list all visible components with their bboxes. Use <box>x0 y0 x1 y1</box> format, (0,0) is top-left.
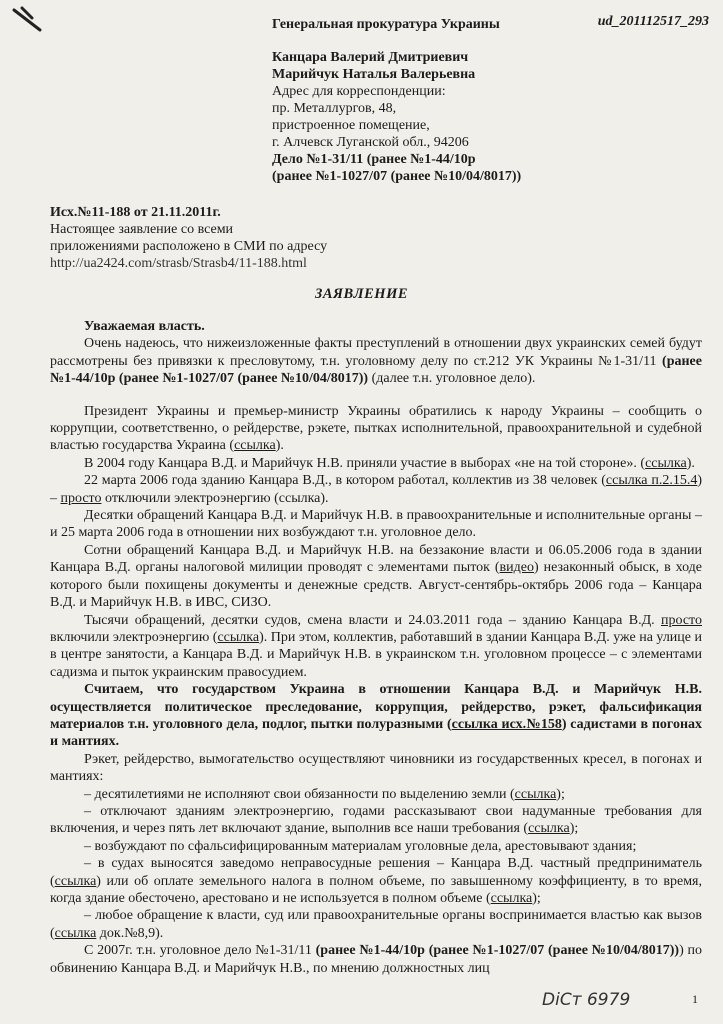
greeting: Уважаемая власть. <box>84 319 205 334</box>
paragraph-text: отключили электроэнергию (ссылка). <box>101 490 329 506</box>
case-number-line: (ранее №1-1027/07 (ранее №10/04/8017)) <box>272 169 522 184</box>
paragraph-text: ) садистами в погонах и мантиях. <box>50 716 703 750</box>
case-number-line: Дело №1-31/11 (ранее №1-44/10р <box>272 152 476 167</box>
paragraph <box>50 542 702 612</box>
sender-name-2: Марийчук Наталья Валерьевна <box>272 67 476 82</box>
paragraph-text: Считаем, что государством Украина в отношении Канцара В.Д. и Марийчук Н.В. осуществляется политическое преследование, коррупция, рейдерство, рэкет, фальсификация материалов т.н. уголовного дела, подлог, пытки полуразными ( <box>50 682 702 732</box>
case-reference: (ранее №1-44/10р (ранее №1-1027/07 (ранее №10/04/8017)) <box>50 353 702 387</box>
reference-link[interactable]: просто <box>661 612 702 628</box>
list-item <box>50 855 702 907</box>
list-item <box>50 803 702 838</box>
outgoing-reference <box>50 204 430 272</box>
paragraph-text: Тысячи обращений, десятки судов, смена власти и 24.03.2011 года – зданию Канцара В.Д. <box>84 612 661 628</box>
reference-link[interactable]: ссылка <box>490 891 533 906</box>
list-item <box>50 786 702 803</box>
paragraph <box>50 335 702 387</box>
paragraph-text: ) незаконный обыск, в ходе которого были похищены документы и денежные средств. Август-сентябрь-октябрь 2006 года – Канцара В.Д. и Марийчук Н.В. в ИВС, СИЗО. <box>50 560 703 611</box>
paragraph <box>50 455 702 472</box>
paragraph: Рэкет, рейдерство, вымогательство осуществляют чиновники из государственных кресел, в погонах и мантиях: <box>50 751 702 785</box>
paragraph-text: ) – <box>50 473 702 506</box>
list-item-text: – в судах выносятся заведомо неправосудные решения – Канцара В.Д. частный предприниматель ( <box>50 856 702 889</box>
paragraph <box>50 942 702 977</box>
paragraph-text: ). <box>275 438 284 454</box>
outgoing-note: Настоящее заявление со всеми <box>50 222 234 237</box>
paragraph <box>50 403 702 455</box>
list-item-text: ); <box>569 821 579 837</box>
list-item-text: док.№8,9). <box>96 925 164 941</box>
paragraph-text: ). <box>686 455 695 471</box>
paragraph-text: С 2007г. т.н. уголовное дело №1-31/11 <box>84 943 316 959</box>
list-item-text: – отключают зданиям электроэнергию, годами рассказывают свои надуманные требования для включения, и через пять лет включают здание, выполнив все наши требования ( <box>50 803 702 837</box>
address-line: г. Алчевск Луганской обл., 94206 <box>272 135 469 150</box>
statement-body <box>50 318 702 977</box>
list-item-text: – любое обращение к власти, суд или правоохранительные органы воспринимается властью как вызов ( <box>50 908 702 941</box>
paragraph-bold <box>50 681 702 751</box>
reference-link[interactable]: ссылка <box>514 786 557 802</box>
video-link[interactable]: видео <box>499 560 534 576</box>
reference-link[interactable]: ссылка п.2.15.4 <box>605 473 698 489</box>
address-label: Адрес для корреспонденции: <box>272 84 446 99</box>
reference-link[interactable]: ссылка <box>528 821 570 837</box>
reference-link[interactable]: ссылка <box>234 438 276 454</box>
list-item <box>50 907 702 942</box>
paragraph-text: ). При этом, коллектив, работавший в здании Канцара В.Д. уже на улице и в центре занятости, а Канцара В.Д. и Марийчук Н.В. в украинском т.н. уголовном процессе – с элементами садизма и пыток украинским правосудием. <box>50 629 702 680</box>
list-item-text: – десятилетиями не исполняют свои обязанности по выделению земли ( <box>84 786 515 802</box>
sender-name-1: Канцара Валерий Дмитриевич <box>272 50 469 65</box>
reference-link[interactable]: ссылка <box>54 873 97 889</box>
reference-link[interactable]: ссылка <box>54 925 97 941</box>
outgoing-note: приложениями расположено в СМИ по адресу <box>50 239 328 254</box>
paragraph-text: Сотни обращений Канцара В.Д. и Марийчук Н.В. на беззаконие власти и 06.05.2006 года в здании Канцара В.Д. органы налоговой милиции проводят с элементами пыток ( <box>50 542 702 576</box>
list-item-text: ) или об оплате земельного налога в полном объеме, по завышенному коэффициенту, в то время, когда здание обесточено, арестовано и не используется в полном объеме ( <box>50 873 702 906</box>
document-title: ЗАЯВЛЕНИЕ <box>314 286 409 302</box>
paragraph: Десятки обращений Канцара В.Д. и Марийчук Н.В. в правоохранительные и исполнительные органы – и 25 марта 2006 года в отношении них возбуждают т.н. уголовное дело. <box>50 508 702 541</box>
paragraph-text: ) по обвинению Канцара В.Д. и Марийчук Н.В., по мнению должностных лиц <box>50 943 702 976</box>
outgoing-number: Исх.№11-188 от 21.11.2011г. <box>50 205 221 220</box>
organization-name: Генеральная прокуратура Украины <box>272 17 500 32</box>
handwritten-mark-icon <box>10 4 44 34</box>
paragraph-text: Очень надеюсь, что нижеизложенные факты преступлений в отношении двух украинских семей будут рассмотрены без привязки к пресловутому, т.н. уголовному делу по ст.212 УК Украины №1-31/11 <box>50 336 702 369</box>
addressee-header <box>272 16 572 185</box>
list-item: – возбуждают по сфальсифицированным материалам уголовные дела, арестовывают здания; <box>84 838 637 854</box>
reference-link[interactable]: просто <box>60 490 102 506</box>
reference-link[interactable]: ссылка <box>645 455 687 471</box>
paragraph <box>50 612 702 682</box>
paragraph-text: включили электроэнергию ( <box>50 629 218 645</box>
address-line: пр. Металлургов, 48, <box>272 101 397 116</box>
list-item-text: ); <box>556 786 565 802</box>
paragraph-text: В 2004 году Канцара В.Д. и Марийчук Н.В. приняли участие в выборах «не на той стороне». ( <box>84 455 646 471</box>
address-line: пристроенное помещение, <box>272 118 430 133</box>
document-id: ud_201112517_293 <box>597 14 709 29</box>
paragraph-text: (далее т.н. уголовное дело). <box>368 371 536 387</box>
reference-link[interactable]: ссылка <box>217 629 260 645</box>
list-item-text: ); <box>532 891 541 906</box>
reference-link[interactable]: ссылка исх.№158 <box>451 716 562 732</box>
case-reference: (ранее №1-44/10р (ранее №1-1027/07 (ранее №10/04/8017)) <box>315 943 680 959</box>
page-number: 1 <box>692 992 698 1006</box>
handwritten-note: DiCт 6979 <box>542 990 631 1010</box>
paragraph-text: Президент Украины и премьер-министр Украины обратились к народу Украины – сообщить о коррупции, соответственно, о рейдерстве, рэкете, пытках исполнительной, правоохранительной и судебной властью государства Украина ( <box>50 403 702 454</box>
paragraph <box>50 472 702 507</box>
media-url: http://ua2424.com/strasb/Strasb4/11-188.html <box>50 256 307 271</box>
paragraph-text: 22 марта 2006 года зданию Канцара В.Д., в котором работал, коллектив из 38 человек ( <box>84 473 606 489</box>
